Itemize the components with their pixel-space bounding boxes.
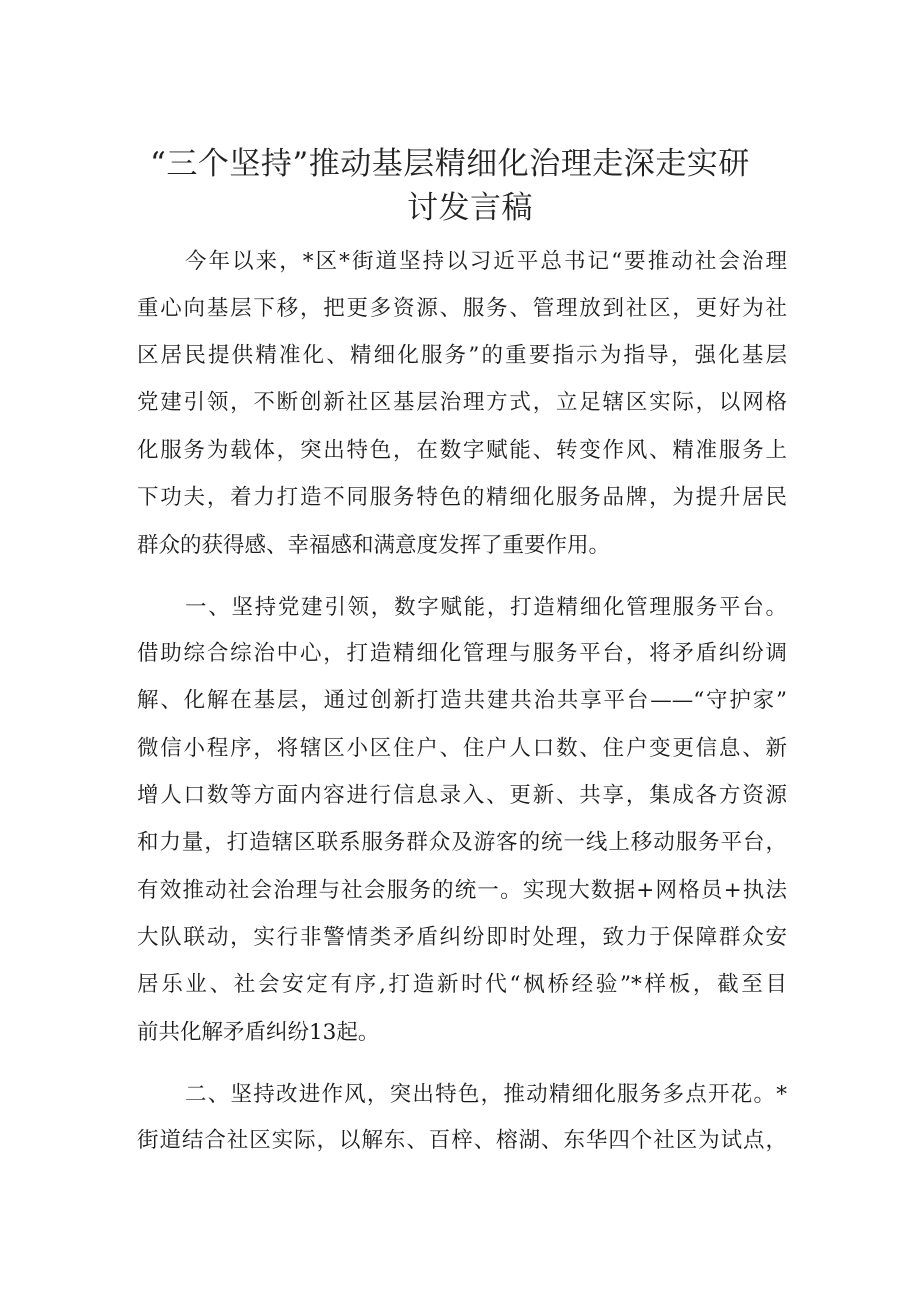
- paragraph-line: 居乐业、社会安定有序,打造新时代“枫桥经验”*样板，截至目: [137, 972, 787, 997]
- paragraph-line: 借助综合综治中心，打造精细化管理与服务平台，将矛盾纠纷调: [137, 641, 787, 666]
- document-title-line1: “三个坚持”推动基层精细化治理走深走实研: [150, 146, 750, 182]
- paragraph-line: 增人口数等方面内容进行信息录入、更新、共享，集成各方资源: [137, 783, 787, 808]
- paragraph-line: 一、坚持党建引领，数字赋能，打造精细化管理服务平台。: [185, 595, 787, 620]
- paragraph-line: 微信小程序，将辖区小区住户、住户人口数、住户变更信息、新: [137, 736, 787, 761]
- paragraph-line: 前共化解矛盾纠纷13起。: [137, 1020, 380, 1045]
- paragraph-line: 区居民提供精准化、精细化服务”的重要指示为指导，强化基层: [137, 343, 787, 368]
- paragraph-line: 二、坚持改进作风，突出特色，推动精细化服务多点开花。*: [185, 1082, 787, 1107]
- paragraph-line: 重心向基层下移，把更多资源、服务、管理放到社区，更好为社: [137, 296, 787, 321]
- paragraph-line: 党建引领，不断创新社区基层治理方式，立足辖区实际，以网格: [137, 390, 787, 415]
- paragraph-line: 街道结合社区实际，以解东、百梓、榕湖、东华四个社区为试点，: [137, 1128, 787, 1153]
- paragraph-line: 今年以来，*区*街道坚持以习近平总书记“要推动社会治理: [185, 249, 787, 274]
- paragraph-line: 和力量，打造辖区联系服务群众及游客的统一线上移动服务平台，: [137, 830, 787, 855]
- paragraph-line: 下功夫，着力打造不同服务特色的精细化服务品牌，为提升居民: [137, 485, 787, 510]
- paragraph-line: 群众的获得感、幸福感和满意度发挥了重要作用。: [137, 533, 611, 558]
- paragraph-line: 化服务为载体，突出特色，在数字赋能、转变作风、精准服务上: [137, 438, 787, 463]
- document-title-line2: 讨发言稿: [407, 190, 533, 226]
- paragraph-line: 解、化解在基层，通过创新打造共建共治共享平台——“守护家”: [137, 688, 787, 713]
- paragraph-line: 有效推动社会治理与社会服务的统一。实现大数据+网格员+执法: [137, 878, 787, 903]
- paragraph-line: 大队联动，实行非警情类矛盾纠纷即时处理，致力于保障群众安: [137, 925, 787, 950]
